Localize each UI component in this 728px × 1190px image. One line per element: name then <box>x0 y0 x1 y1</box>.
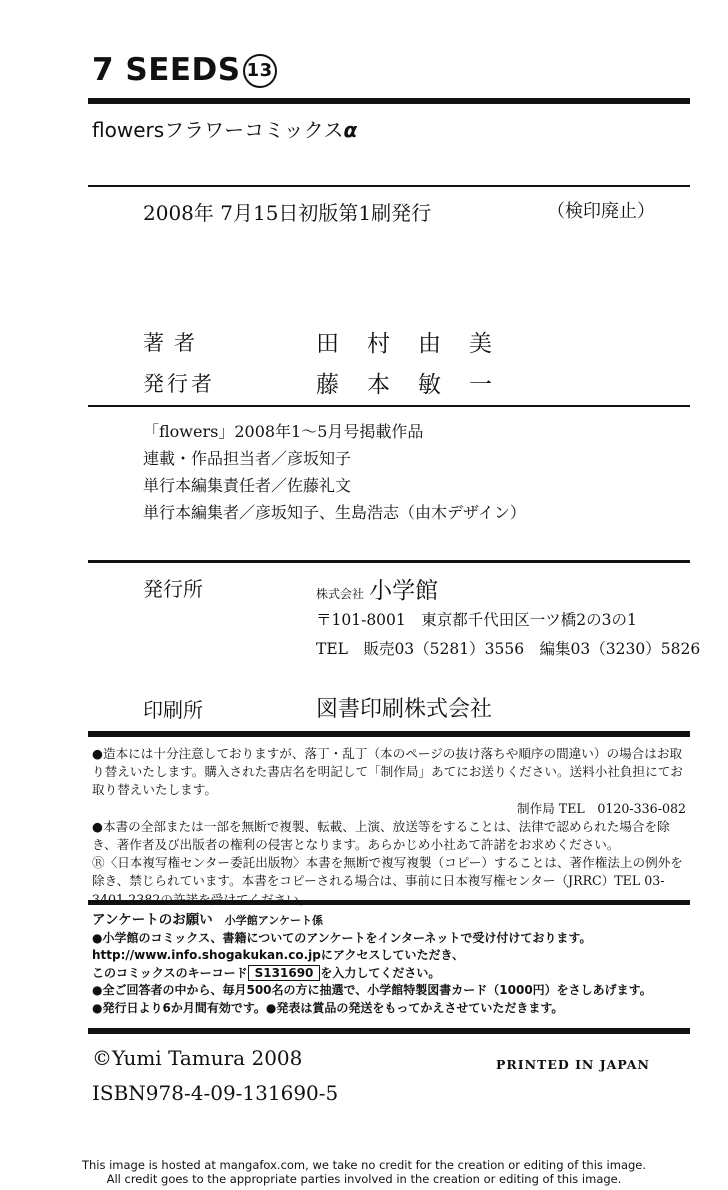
divider-5 <box>88 900 690 905</box>
notice-returns: ●造本には十分注意しておりますが、落丁・乱丁（本のページの抜け落ちや順序の間違い）の場合はお取り替えいたします。購入された書店名を明記して「制作局」あてにお送りください。送料小社負担にてお取り替えいたします。 <box>92 746 683 798</box>
survey-dept: 小学館アンケート係 <box>224 914 324 927</box>
publisher-address: 〒101-8001 東京都千代田区一ツ橋2の3の1 <box>316 611 637 629</box>
survey-line-4: ●全ご回答者の中から、毎月500名の方に抽選で、小学館特製図書カード（1000円）をさしあげます。 <box>92 983 652 998</box>
survey-keycode-post: を入力してください。 <box>320 965 441 980</box>
company-name: 小学館 <box>369 578 439 604</box>
notice-jrrc: Ⓡ〈日本複写権センター委託出版物〉本書を無断で複写複製（コピー）することは、著作権法上の例外を除き、禁じられています。本書をコピーされる場合は、事前に日本複写権センター（JRRC）TEL 03- <box>92 855 683 889</box>
survey-keycode-pre: このコミックスのキーコード <box>92 965 248 980</box>
survey-line-5: ●発行日より6か月間有効です。●発表は賞品の発送をもってかえさせていただきます。 <box>92 1000 564 1015</box>
publication-line: 単行本編集者／彦坂知子、生島浩志（由木デザイン） <box>143 503 526 522</box>
publication-line: 連載・作品担当者／彦坂知子 <box>143 449 352 468</box>
survey-heading: アンケートのお願い <box>92 912 213 928</box>
book-title <box>92 52 277 88</box>
series-suffix: α <box>343 118 358 142</box>
publishing-house <box>316 572 438 605</box>
survey-line-1: ●小学館のコミックス、書籍についてのアンケートをインターネットで受け付けております。 <box>92 930 592 945</box>
author-label: 著者 <box>143 331 205 355</box>
publishing-house-label: 発行所 <box>143 577 203 601</box>
divider-4 <box>88 731 690 737</box>
company-prefix: 株式会社 <box>316 587 365 601</box>
volume-number: 13 <box>243 54 277 88</box>
survey-box <box>92 912 686 1018</box>
printer-label: 印刷所 <box>143 698 203 722</box>
edition-date: 2008年 7月15日初版第1刷発行 <box>143 201 432 225</box>
author-name: 田村由美 <box>316 331 520 357</box>
watermark-line-2: All credit goes to the appropriate parties involved in the creation or editing of this image. <box>106 1172 622 1186</box>
keycode-box: S131690 <box>248 965 321 981</box>
printed-in-japan: PRINTED IN JAPAN <box>496 1057 650 1072</box>
legal-notice <box>92 745 686 909</box>
watermark-line-1: This image is hosted at mangafox.com, we take no credit for the creation or editing of this image. <box>81 1158 647 1172</box>
isbn: ISBN978-4-09-131690-5 <box>92 1081 339 1105</box>
printer-name: 図書印刷株式会社 <box>316 697 493 722</box>
divider-6 <box>88 1028 690 1034</box>
series-name <box>92 114 357 143</box>
series-label: flowersフラワーコミックス <box>92 118 344 142</box>
survey-url-suffix: にアクセスしていただき、 <box>320 948 465 963</box>
title-text: 7 SEEDS <box>92 52 241 88</box>
publisher-name: 藤本敏一 <box>316 372 520 398</box>
publisher-label: 発行者 <box>143 372 215 396</box>
survey-url[interactable]: http://www.info.shogakukan.co.jp <box>92 948 321 963</box>
notice-copyright: ●本書の全部または一部を無断で複製、転載、上演、放送等をすることは、法律で認められた場合を除き、著作者及び出版者の権利の侵害となります。あらかじめ小社あて許諾をお求めください。 <box>92 818 670 853</box>
publication-info <box>143 418 526 526</box>
notice-production-tel: 制作局 TEL 0120-336-082 <box>517 800 686 816</box>
publication-line: 「flowers」2008年1～5月号掲載作品 <box>143 422 424 441</box>
seal-notice: （検印廃止） <box>547 201 655 222</box>
divider-1 <box>88 185 690 187</box>
copyright: ©Yumi Tamura 2008 <box>92 1046 303 1070</box>
divider-2 <box>88 405 690 407</box>
title-rule <box>88 98 690 104</box>
divider-3 <box>88 560 690 563</box>
publisher-tel: TEL 販売03（5281）3556 編集03（3230）5826 <box>316 640 701 658</box>
publication-line: 単行本編集責任者／佐藤礼文 <box>143 476 352 495</box>
